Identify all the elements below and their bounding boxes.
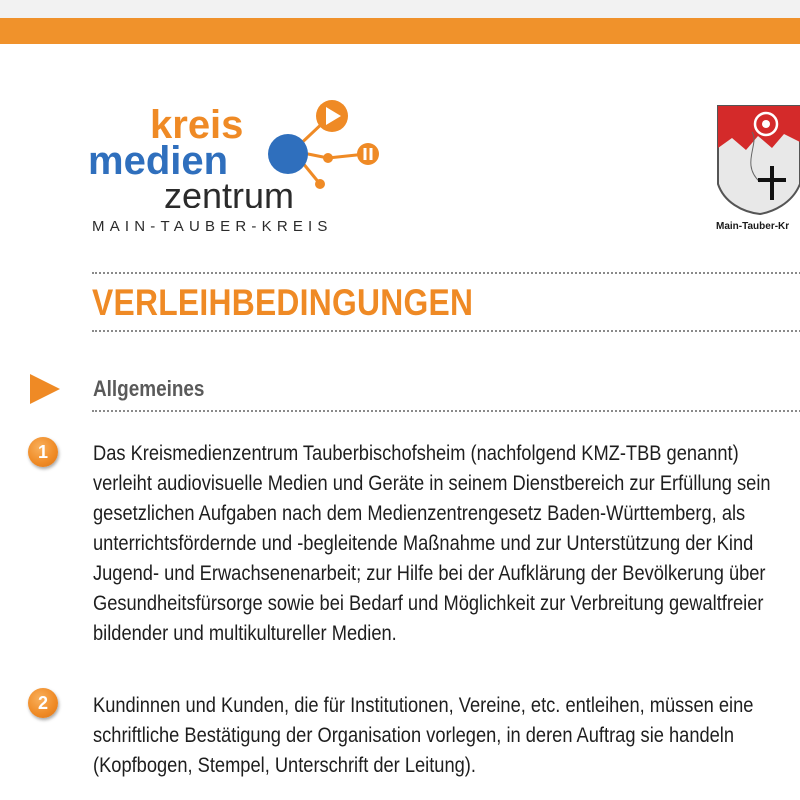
number-badge-1: 1 [28,437,58,467]
logo-word-zentrum: zentrum [164,175,295,208]
paragraph-line: Kundinnen und Kunden, die für Institutionen, Vereine, etc. entleihen, müssen eine [93,693,754,717]
page-title: VERLEIHBEDINGUNGEN [92,282,474,323]
orange-header-bar [0,18,800,44]
section-divider [92,410,800,412]
title-divider-top [92,272,800,274]
top-strip [0,0,800,18]
paragraph-2 [93,690,800,780]
paragraph-1 [93,438,800,648]
coat-of-arms-icon [712,104,800,216]
paragraph-line: bildender und multikultureller Medien. [93,621,397,645]
coat-of-arms [712,104,800,234]
paragraph-line: Gesundheitsfürsorge sowie bei Bedarf und Möglichkeit zur Verbreitung gewaltfreier [93,591,764,615]
paragraph-line: (Kopfbogen, Stempel, Unterschrift der Leitung). [93,753,476,777]
title-divider-bottom [92,330,800,332]
paragraph-line: gesetzlichen Aufgaben nach dem Medienzentrengesetz Baden-Württemberg, als [93,501,746,525]
paragraph-line: schriftliche Bestätigung der Organisation vorlegen, in deren Auftrag sie handeln [93,723,735,747]
paragraph-line: Jugend- und Erwachsenenarbeit; zur Hilfe bei der Aufklärung der Bevölkerung über [93,561,766,585]
logo-word-kreis: kreis [150,103,244,147]
paragraph-line: verleiht audiovisuelle Medien und Geräte in seinem Dienstbereich zur Erfüllung sein [93,471,771,495]
triangle-arrow-icon [30,374,60,404]
section-heading: Allgemeines [93,376,205,401]
play-and-pause-network-icon [88,96,388,208]
paragraph-line: Das Kreismedienzentrum Tauberbischofsheim (nachfolgend KMZ-TBB genannt) [93,441,739,465]
logo-word-medien: medien [88,139,229,183]
number-badge-2: 2 [28,688,58,718]
coat-of-arms-caption: Main-Tauber-Kr [716,221,790,232]
logo-subtitle: MAIN-TAUBER-KREIS [92,218,333,235]
paragraph-line: unterrichtsfördernde und -begleitende Maßnahme und zur Unterstützung der Kind [93,531,754,555]
kmz-logo [88,96,388,242]
